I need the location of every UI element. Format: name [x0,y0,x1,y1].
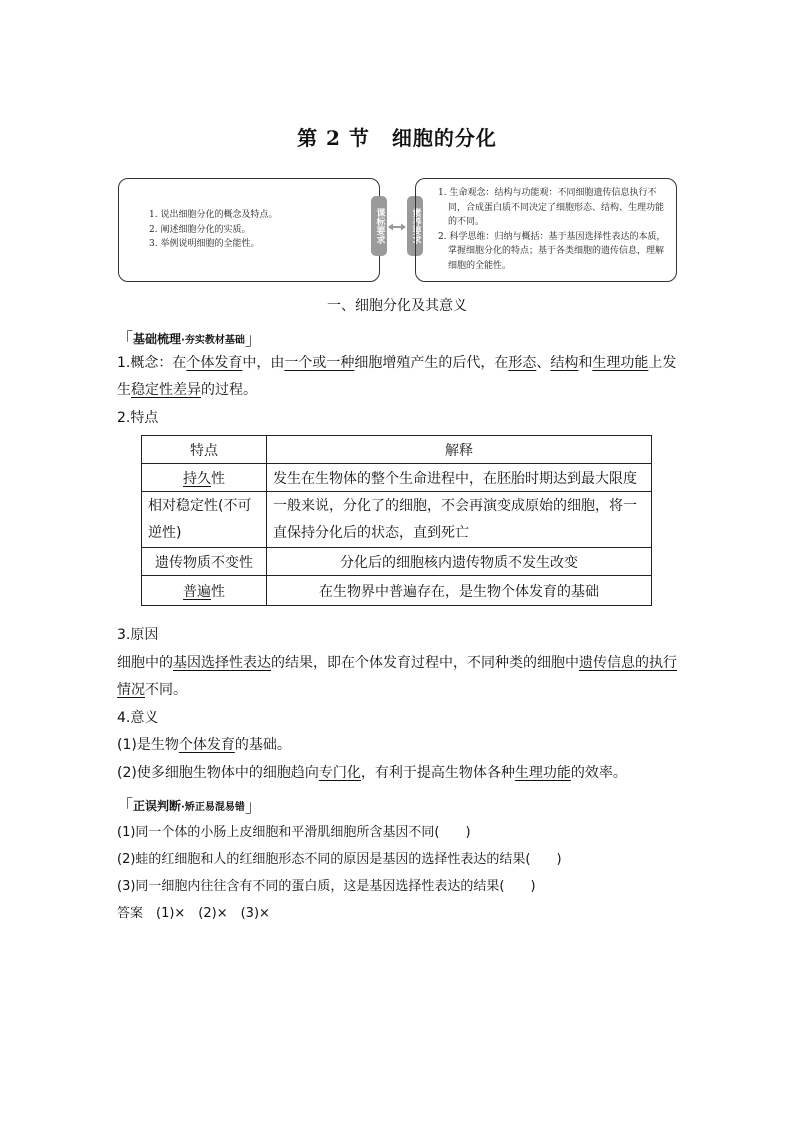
table-row [142,548,652,576]
answer-line: 答案 (1)× (2)× (3)× [117,906,270,921]
explain-cell: 在生物界中普遍存在，是生物个体发育的基础 [267,576,652,606]
header-cell: 解释 [267,436,652,464]
explain-cell: 分化后的细胞核内遗传物质不发生改变 [267,548,652,576]
header-cell: 特点 [142,436,267,464]
meaning-heading: 4.意义 [117,710,159,726]
judgement-item-2: (2)蛙的红细胞和人的红细胞形态不同的原因是基因的选择性表达的结果( ) [117,852,562,867]
features-heading: 2.特点 [117,410,159,426]
table-row [142,576,652,606]
table-row [142,464,652,492]
judgement-item-3: (3)同一细胞内往往含有不同的蛋白质，这是基因选择性表达的结果( ) [117,879,536,894]
judgement-item-1: (1)同一个体的小肠上皮细胞和平滑肌细胞所含基因不同( ) [117,825,471,840]
explain-cell: 一般来说，分化了的细胞，不会再演变成原始的细胞，将一直保持分化后的状态，直到死亡 [267,492,652,548]
feature-cell: 持久性 [142,464,267,492]
meaning-item-1: (1)是生物个体发育的基础。 [117,737,291,753]
basics-label: 「基础梳理·夯实教材基础」 [116,330,262,350]
list-item: 1. 说出细胞分化的概念及特点。 [149,210,278,220]
features-table [141,435,652,606]
table-header-row [142,436,652,464]
meaning-item-2: (2)使多细胞生物体中的细胞趋向专门化，有利于提高生物体各种生理功能的效率。 [117,765,627,781]
cause-heading: 3.原因 [117,627,159,643]
curriculum-requirements-list [149,208,277,252]
competency-requirements-tag: 素养要求 [407,196,423,256]
list-item: 2. 科学思维：归纳与概括：基于基因选择性表达的本质，掌握细胞分化的特点；基于各类细胞的遗传信息，理解细胞的全能性。 [438,231,666,271]
cause-paragraph: 细胞中的基因选择性表达的结果，即在个体发育过程中，不同种类的细胞中遗传信息的执行情况不同。 [117,655,677,698]
competency-requirements-list [438,186,672,273]
table-row [142,492,652,548]
section-name: 细胞的分化 [391,126,497,150]
feature-cell: 相对稳定性(不可逆性) [142,492,267,548]
feature-cell: 遗传物质不变性 [142,548,267,576]
section-number: 第 2 节 [297,126,370,150]
list-item: 2. 阐述细胞分化的实质。 [149,224,251,235]
competency-requirements-box [415,178,677,282]
list-item: 1. 生命观念：结构与功能观：不同细胞遗传信息执行不同，合成蛋白质不同决定了细胞形态、结构、生理功能的不同。 [438,188,665,227]
feature-cell: 普遍性 [142,576,267,606]
curriculum-requirements-tag: 课标要求 [371,196,387,256]
connector-arrow-icon [388,223,406,231]
concept-paragraph: 1.概念：在个体发育中，由一个或一种细胞增殖产生的后代，在形态、结构和生理功能上发生稳定性差异的过程。 [117,355,677,398]
section-heading: 一、细胞分化及其意义 [327,298,467,314]
judgement-label: 「正误判断·矫正易混易错」 [116,797,262,817]
explain-cell: 发生在生物体的整个生命进程中，在胚胎时期达到最大限度 [267,464,652,492]
page-title [0,122,794,151]
list-item: 3. 举例说明细胞的全能性。 [149,239,260,249]
curriculum-requirements-box [118,178,380,282]
